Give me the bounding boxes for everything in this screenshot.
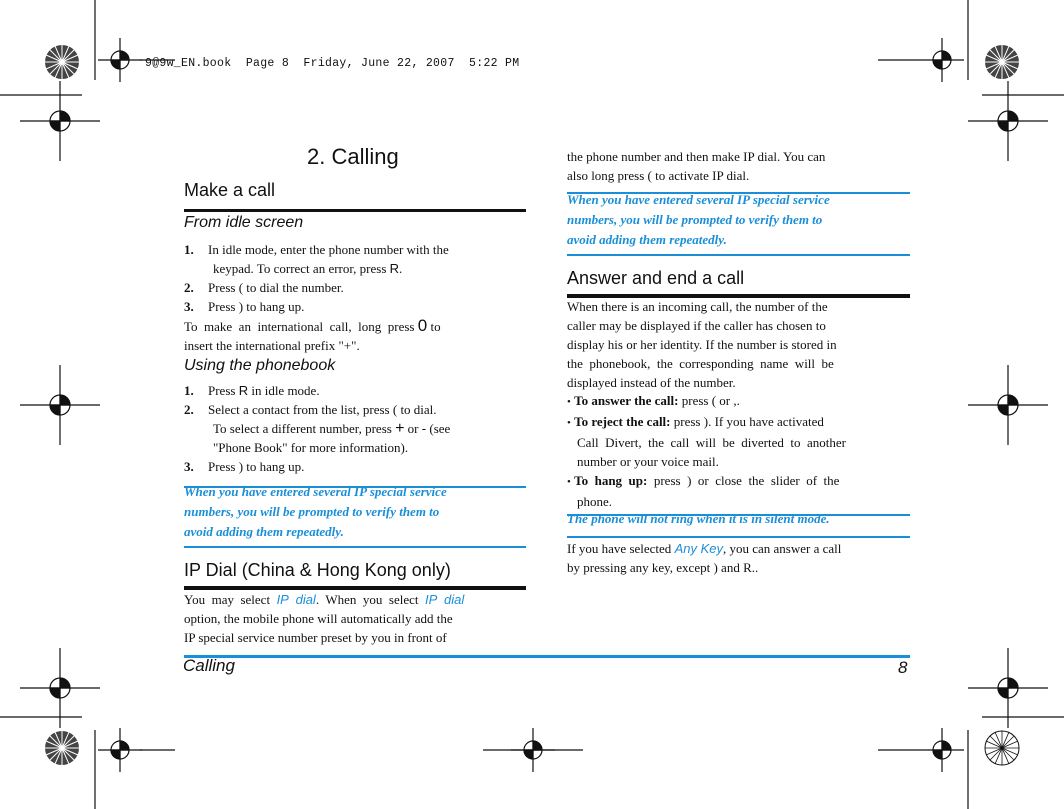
star-target-icon — [982, 42, 1022, 82]
list-item: keypad. To correct an error, press R. — [213, 261, 403, 276]
list-item: 1. In idle mode, enter the phone number with the — [184, 242, 449, 257]
registration-crosshair-icon — [920, 728, 964, 772]
note-divider — [567, 254, 910, 256]
footer-section-name: Calling — [183, 656, 235, 675]
note-divider — [567, 536, 910, 538]
registration-crosshair-icon — [920, 38, 964, 82]
list-item: To select a different number, press + or - (see — [213, 420, 451, 437]
registration-crosshair-icon — [98, 38, 142, 82]
registration-crosshair-icon — [968, 648, 1048, 728]
registration-crosshair-icon — [511, 728, 555, 772]
list-item: phone. — [577, 494, 613, 509]
subsection-title-idle: From idle screen — [184, 214, 304, 231]
ip-dial-continued: the phone number and then make IP dial. You can also long press ( to activate IP dial. — [567, 149, 826, 183]
registration-crosshair-icon — [20, 81, 100, 161]
list-item: Call Divert, the call will be diverted to another — [577, 435, 846, 450]
star-target-icon — [982, 728, 1022, 768]
star-target-icon — [42, 728, 82, 768]
list-item: 3. Press ) to hang up. — [184, 459, 305, 474]
list-item: • To answer the call: press ( or ,. — [567, 393, 740, 408]
list-item: 2. Select a contact from the list, press ( to dial. — [184, 402, 437, 417]
star-target-icon — [42, 42, 82, 82]
note-silent-mode: The phone will not ring when it is in silent mode. — [567, 511, 830, 526]
chapter-title: 2. Calling — [307, 144, 399, 169]
answer-paragraph: When there is an incoming call, the number of the caller may be displayed if the caller has chosen to display his or her identity. If the number is stored in the phonebook, the corresponding name will be displayed instead of the number. — [567, 299, 837, 390]
registration-crosshair-icon — [968, 81, 1048, 161]
any-key-paragraph: If you have selected Any Key, you can answer a call by pressing any key, except ) and R.. — [567, 541, 842, 575]
list-item: "Phone Book" for more information). — [213, 440, 409, 455]
footer-rule — [184, 655, 910, 658]
paragraph: To make an international call, long press 0 to — [184, 316, 441, 335]
note-ip-service-left: When you have entered several IP special service numbers, you will be prompted to verify them to avoid adding them repeatedly. — [184, 484, 447, 539]
list-item: 3. Press ) to hang up. — [184, 299, 305, 314]
registration-crosshair-icon — [968, 365, 1048, 445]
list-item: • To hang up: press ) or close the slider of the — [567, 473, 840, 488]
subsection-title-phonebook: Using the phonebook — [184, 357, 336, 374]
registration-crosshair-icon — [20, 648, 100, 728]
phonebook-steps — [184, 381, 526, 476]
page-number: 8 — [898, 658, 908, 677]
registration-crosshair-icon — [20, 365, 100, 445]
registration-crosshair-icon — [98, 728, 142, 772]
section-title-make-call: Make a call — [184, 180, 276, 200]
list-item: 2. Press ( to dial the number. — [184, 280, 344, 295]
print-header-stamp: 9@9w_EN.book Page 8 Friday, June 22, 2007 5:22 PM — [145, 57, 520, 70]
note-divider — [184, 546, 526, 548]
ip-dial-paragraph: You may select IP dial. When you select IP dial option, the mobile phone will automatically add the IP special service number preset by you in front of — [184, 592, 465, 645]
note-ip-service-right: When you have entered several IP special service numbers, you will be prompted to verify them to avoid adding them repeatedly. — [567, 192, 830, 247]
divider — [184, 209, 526, 212]
list-item: 1. Press R in idle mode. — [184, 383, 320, 398]
list-item: number or your voice mail. — [577, 454, 719, 469]
paragraph: insert the international prefix "+". — [184, 338, 360, 353]
section-title-ip-dial: IP Dial (China & Hong Kong only) — [184, 560, 451, 580]
answer-bullets — [567, 391, 887, 511]
list-item: • To reject the call: press ). If you have activated — [567, 414, 824, 429]
idle-steps — [184, 240, 526, 355]
section-title-answer: Answer and end a call — [567, 268, 745, 288]
